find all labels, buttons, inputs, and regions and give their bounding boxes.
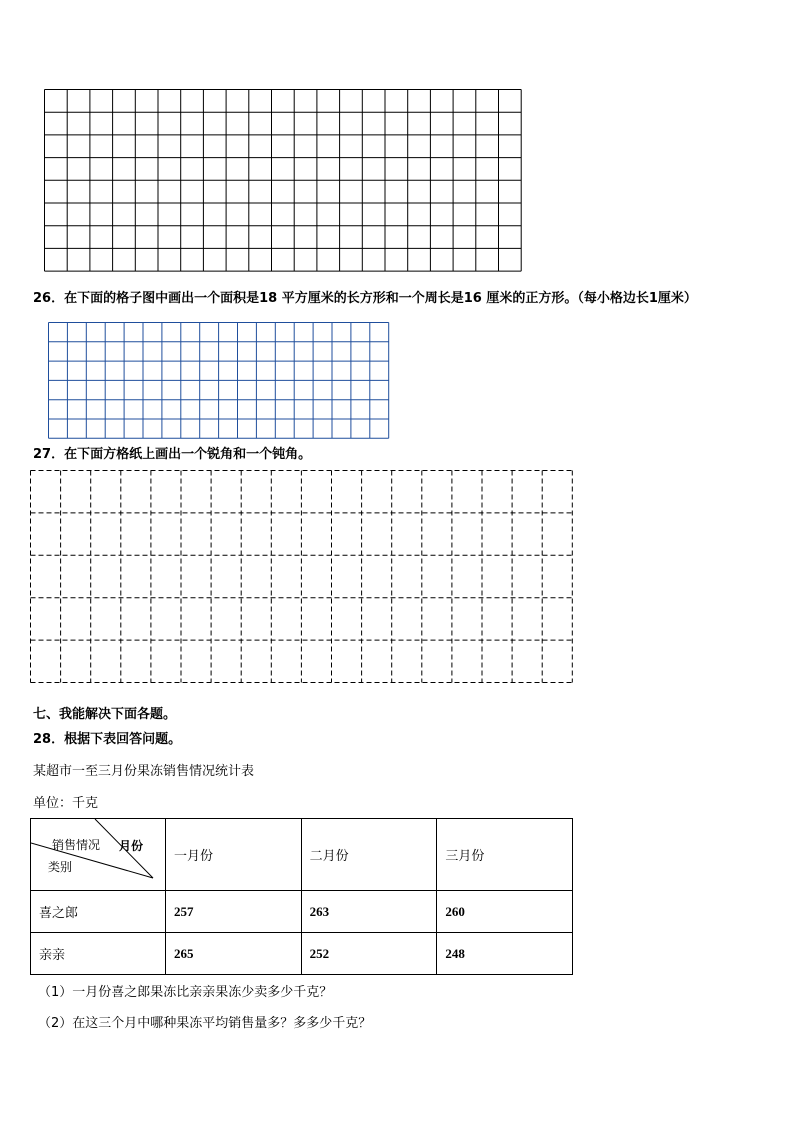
row-label: 喜之郎	[31, 891, 166, 933]
table-cell: 252	[301, 933, 437, 975]
table-cell: 263	[301, 891, 437, 933]
drawing-grid-top[interactable]	[44, 89, 523, 273]
table-cell: 248	[437, 933, 573, 975]
question-28: 28．根据下表回答问题。	[33, 732, 182, 747]
drawing-grid-blue[interactable]	[48, 322, 390, 439]
month-header: 三月份	[437, 819, 573, 891]
table-row	[31, 891, 573, 933]
sub-question-1: （1）一月份喜之郎果冻比亲亲果冻少卖多少千克？	[38, 985, 333, 1000]
unit-label: 单位：千克	[33, 796, 99, 811]
diag-label-month: 月份	[119, 839, 144, 853]
section-7-heading: 七、我能解决下面各题。	[33, 707, 177, 722]
dashed-drawing-grid[interactable]	[30, 470, 575, 684]
sub-question-2: （2）在这三个月中哪种果冻平均销售量多？多多少千克？	[38, 1016, 372, 1031]
month-header: 一月份	[166, 819, 302, 891]
diagonal-header-cell	[31, 819, 166, 891]
table-title: 某超市一至三月份果冻销售情况统计表	[33, 764, 255, 779]
table-cell: 257	[166, 891, 302, 933]
sales-table	[30, 818, 573, 975]
table-row	[31, 933, 573, 975]
table-header-row	[31, 819, 573, 891]
table-cell: 260	[437, 891, 573, 933]
month-header: 二月份	[301, 819, 437, 891]
question-27: 27．在下面方格纸上画出一个锐角和一个钝角。	[33, 447, 312, 462]
table-cell: 265	[166, 933, 302, 975]
row-label: 亲亲	[31, 933, 166, 975]
diagonal-lines	[31, 819, 165, 890]
question-26: 26．在下面的格子图中画出一个面积是18 平方厘米的长方形和一个周长是16 厘米的正方形。（每小格边长1厘米）	[33, 291, 697, 306]
diag-label-sales: 销售情况	[52, 838, 101, 852]
diag-label-category: 类别	[48, 860, 73, 874]
